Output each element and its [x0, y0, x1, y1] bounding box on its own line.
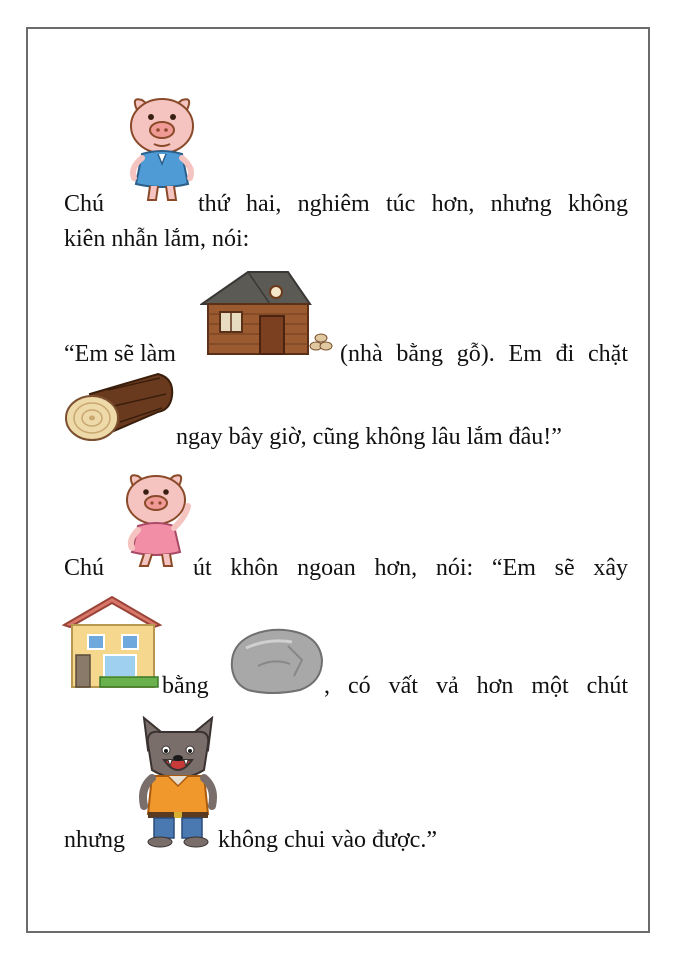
- para1-line2: kiên nhẫn lắm, nói:: [64, 226, 250, 252]
- para1-line1-text: thứ hai, nghiêm túc hơn, nhưng không: [198, 191, 628, 217]
- para3-word-bang: bằng: [162, 673, 209, 699]
- para1-line1: [198, 190, 628, 218]
- para3-line1-text: út khôn ngoan hơn, nói: “Em sẽ xây: [193, 555, 628, 581]
- para3-line3-start: nhưng: [64, 827, 126, 853]
- para1-word-chu: Chú: [64, 191, 105, 217]
- para3-line2-text: , có vất vả hơn một chút: [324, 673, 628, 699]
- brick-house-icon: [62, 593, 162, 691]
- wolf-icon: [138, 716, 218, 848]
- para2-line2: ngay bây giờ, cũng không lâu lắm đâu!”: [176, 424, 562, 450]
- para3-line3-end: không chui vào được.”: [218, 827, 437, 853]
- para3-line1: [193, 554, 628, 582]
- para3-word-chu: Chú: [64, 555, 105, 581]
- stone-icon: [228, 626, 324, 696]
- para2-line1-end: [340, 340, 628, 368]
- para2-line1-end-text: (nhà bằng gỗ). Em đi chặt: [340, 341, 628, 367]
- para2-line1-start: “Em sẽ làm: [64, 341, 176, 367]
- wooden-house-icon: [200, 266, 336, 358]
- pig-blue-shirt-icon: [122, 92, 202, 207]
- pig-pink-shirt-icon: [120, 470, 196, 572]
- log-icon: [62, 370, 178, 444]
- para3-line2-rest: [324, 672, 628, 700]
